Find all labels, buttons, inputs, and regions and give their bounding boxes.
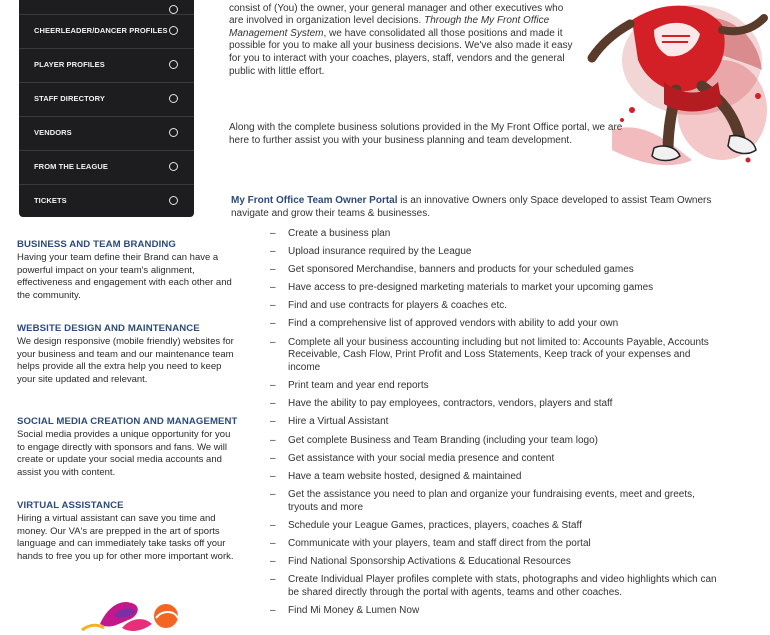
feature-list-item — [270, 605, 720, 618]
feature-list — [270, 228, 720, 623]
dash-bullet-icon: – — [270, 573, 276, 585]
feature-text: Upload insurance required by the League — [288, 246, 472, 258]
dash-bullet-icon: – — [270, 519, 276, 531]
feature-list-item — [270, 489, 720, 515]
portal-brand-name: My Front Office Team Owner Portal — [231, 195, 398, 206]
dash-bullet-icon: – — [270, 434, 276, 446]
feature-list-item — [270, 380, 720, 393]
menu-item-tickets[interactable] — [19, 184, 194, 218]
circle-icon — [169, 94, 178, 103]
feature-text: Complete all your business accounting including but not limited to: Accounts Payable, Accounts Receivable, Cash Flow, Print Profit and Loss Statements, Keep track of your expenses and income — [288, 336, 709, 374]
dash-bullet-icon: – — [270, 300, 276, 312]
feature-list-item — [270, 282, 720, 295]
menu-item-cheerleader-dancer-profiles[interactable] — [19, 14, 194, 48]
dash-bullet-icon: – — [270, 282, 276, 294]
feature-list-item — [270, 416, 720, 429]
dash-bullet-icon: – — [270, 452, 276, 464]
feature-list-item — [270, 556, 720, 569]
intro-italic: Through the My Front Office Management System — [229, 15, 550, 39]
intro-part-2: , we have consolidated all those positions and made it possible for you to make all your business decisions. We've also made it easy for you to interact with your coaches, players, staff, vendors and the general public with little effort. — [229, 27, 573, 77]
feature-text: Get sponsored Merchandise, banners and products for your scheduled games — [288, 264, 634, 276]
feature-text: Create Individual Player profiles complete with stats, photographs and video highlights which can be shared directly through the portal with agents, teams and other coaches. — [288, 573, 717, 598]
feature-list-item — [270, 453, 720, 466]
menu-item-label: FROM THE LEAGUE — [34, 162, 108, 171]
dash-bullet-icon: – — [270, 555, 276, 567]
feature-text: Have access to pre-designed marketing materials to market your upcoming games — [288, 282, 654, 294]
section-social-media — [17, 416, 239, 479]
feature-list-item — [270, 228, 720, 241]
circle-icon — [169, 5, 178, 14]
feature-text: Hire a Virtual Assistant — [288, 416, 389, 428]
feature-list-item — [270, 435, 720, 448]
menu-item-label: STAFF DIRECTORY — [34, 94, 105, 103]
section-website-design — [17, 323, 239, 386]
section-virtual-assistance — [17, 500, 239, 563]
dash-bullet-icon: – — [270, 228, 276, 239]
feature-list-item — [270, 574, 720, 600]
section-heading: WEBSITE DESIGN AND MAINTENANCE — [17, 323, 200, 334]
feature-text: Print team and year end reports — [288, 380, 429, 392]
section-heading: SOCIAL MEDIA CREATION AND MANAGEMENT — [17, 416, 238, 427]
menu-item-vendors[interactable] — [19, 116, 194, 150]
feature-text: Get the assistance you need to plan and organize your fundraising events, meet and greets, tryouts and more — [288, 488, 695, 513]
intro-text — [229, 0, 574, 78]
circle-icon — [169, 26, 178, 35]
intro-part-1: consist of (You) the owner, your general manager and other executives who are involved in organization level decisions. — [229, 2, 564, 27]
feature-text: Get assistance with your social media presence and content — [288, 452, 555, 464]
dash-bullet-icon: – — [270, 398, 276, 410]
menu-item-staff-directory[interactable] — [19, 82, 194, 116]
dash-bullet-icon: – — [270, 336, 276, 348]
feature-list-item — [270, 300, 720, 313]
portal-paragraph — [231, 195, 721, 221]
feature-text: Find Mi Money & Lumen Now — [288, 604, 420, 616]
feature-text: Find a comprehensive list of approved vendors with ability to add your own — [288, 318, 619, 330]
circle-icon — [169, 60, 178, 69]
menu-item-label: PLAYER PROFILES — [34, 60, 105, 69]
section-body: Having your team define their Brand can have a powerful impact on your team's alignment, effectiveness and engagement with each other and the community. — [17, 252, 232, 301]
menu-item-label: CHEERLEADER/DANCER PROFILES — [34, 26, 168, 35]
feature-text: Get complete Business and Team Branding (including your team logo) — [288, 434, 598, 446]
feature-text: Create a business plan — [288, 228, 391, 239]
intro-paragraph — [229, 0, 574, 78]
business-solutions-paragraph: Along with the complete business solutions provided in the My Front Office portal, we are here to further assist you with your business planning and team development. — [229, 122, 623, 146]
feature-text: Have the ability to pay employees, contractors, vendors, players and staff — [288, 398, 613, 410]
section-heading: VIRTUAL ASSISTANCE — [17, 500, 124, 511]
dash-bullet-icon: – — [270, 537, 276, 549]
dash-bullet-icon: – — [270, 488, 276, 500]
section-body: Hiring a virtual assistant can save you time and money. Our VA's are prepped in the art of sports language and can immediately take tasks off your hands to free you up for other more important work. — [17, 513, 234, 562]
menu-item-player-profiles[interactable] — [19, 48, 194, 82]
dash-bullet-icon: – — [270, 318, 276, 330]
dash-bullet-icon: – — [270, 416, 276, 428]
feature-text: Have a team website hosted, designed & maintained — [288, 470, 522, 482]
feature-text: Communicate with your players, team and staff direct from the portal — [288, 537, 591, 549]
section-business-branding — [17, 239, 239, 302]
circle-icon — [169, 128, 178, 137]
dash-bullet-icon: – — [270, 380, 276, 392]
circle-icon — [169, 196, 178, 205]
dash-bullet-icon: – — [270, 604, 276, 616]
dash-bullet-icon: – — [270, 246, 276, 258]
feature-list-item — [270, 337, 720, 375]
feature-list-item — [270, 318, 720, 331]
feature-text: Find National Sponsorship Activations & Educational Resources — [288, 555, 571, 567]
section-body: Social media provides a unique opportunity for you to engage directly with sponsors and fans. We will create or update your social media accounts and assist you with content. — [17, 429, 231, 478]
feature-list-item — [270, 398, 720, 411]
portal-description: is an innovative Owners only Space developed to assist Team Owners navigate and grow their teams & businesses. — [231, 195, 712, 219]
menu-item-from-the-league[interactable] — [19, 150, 194, 184]
feature-text: Find and use contracts for players & coaches etc. — [288, 300, 507, 312]
dash-bullet-icon: – — [270, 470, 276, 482]
feature-list-item — [270, 538, 720, 551]
menu-item-label: VENDORS — [34, 128, 72, 137]
section-heading: BUSINESS AND TEAM BRANDING — [17, 239, 176, 250]
feature-list-item — [270, 264, 720, 277]
side-menu — [19, 0, 194, 217]
feature-list-item — [270, 246, 720, 259]
colorful-logo-image — [70, 594, 190, 635]
feature-list-item — [270, 471, 720, 484]
basketball-player-image — [572, 0, 770, 175]
menu-item-label: TICKETS — [34, 196, 67, 205]
circle-icon — [169, 162, 178, 171]
feature-text: Schedule your League Games, practices, players, coaches & Staff — [288, 519, 582, 531]
section-body: We design responsive (mobile friendly) websites for your business and team and our maintenance team helps provide all the extra help you need to keep your site updated and relevant. — [17, 336, 234, 385]
feature-list-item — [270, 520, 720, 533]
dash-bullet-icon: – — [270, 264, 276, 276]
